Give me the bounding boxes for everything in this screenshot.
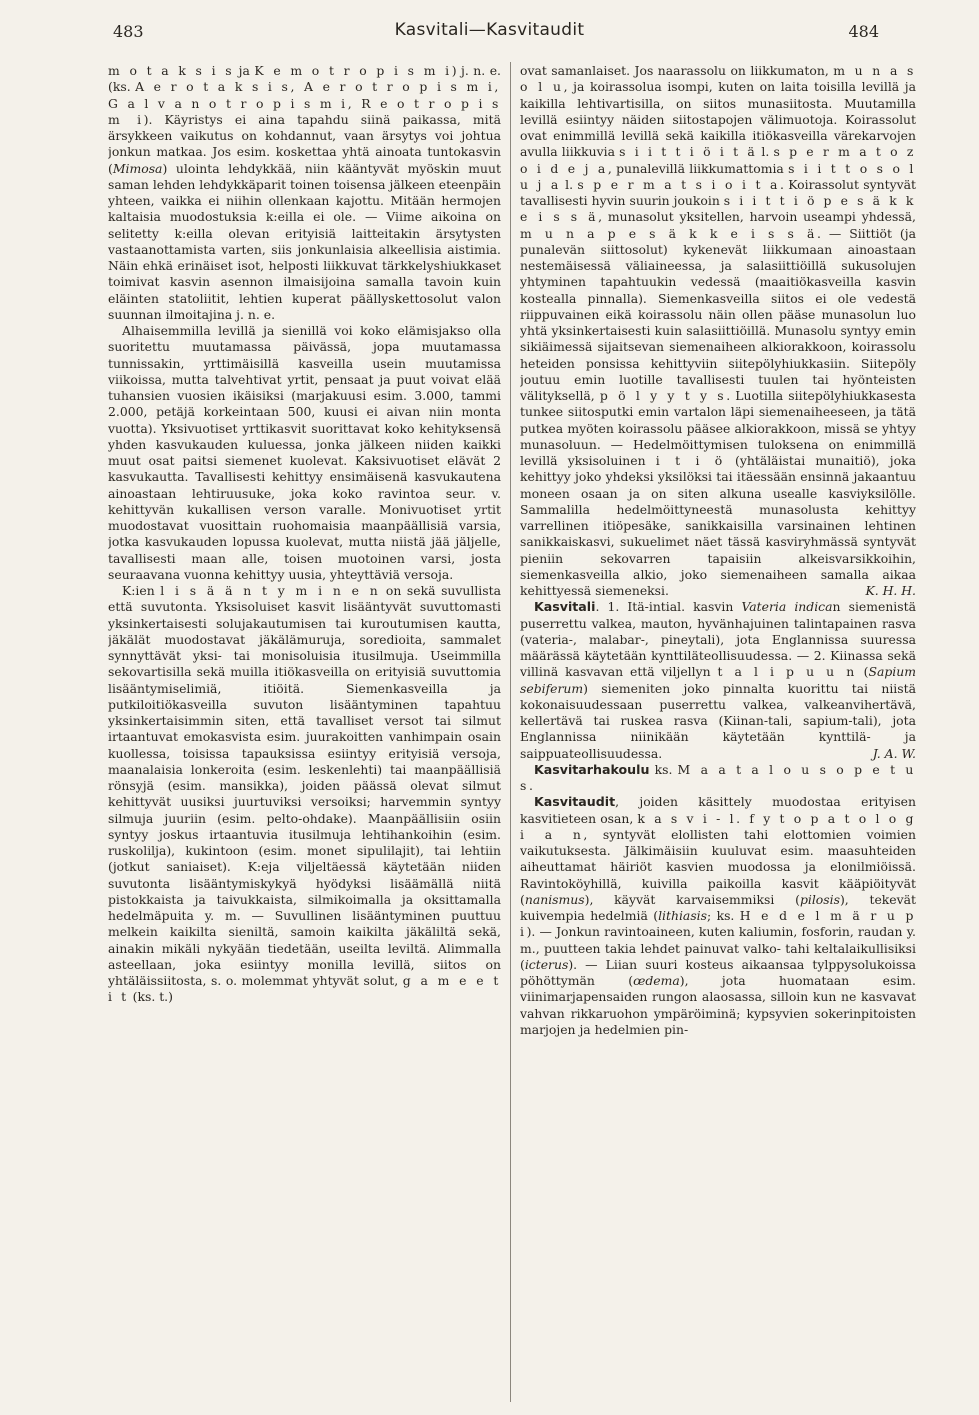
paragraph-tropisms: m o t a k s i s ja K e m o t r o p i s m i) j. n. e. (ks. A e r o t a k s i s, A e r o t r o p i s m i, G a l v a n o t r o p i s m i, R e o t r o p i s m i). Käyristys ei aina tapahdu siinä paikassa, mitä ärsykkeen vaikutus on kohdannut, vaan ärsytys voi johtua jonkun matkaa. Jos esim. koskettaa yhtä ainoata tuntokasvin (Mimosa) ulointa lehdykkää, niin kääntyvät myöskin muut saman lehden lehdykkäparit toinen toisensa jälkeen eteenpäin yhteen, vaikka ei niihin ollenkaan kajottu. Mitään hermojen kaltaisia muodostuksia k:eilla ei ole. — Viime aikoina on selitetty k:eilla olevan erityisiä laitteitakin ärsytysten vastaanottamista varten, siis jonkunlaisia alkeellisia aistimia. Näin ehkä erinäiset isot, helposti liikkuvat tärkkelyshiukkaset toimivat kasvin asennon ilmaisijoina samalla tavoin kuin eläinten statoliitit, lehtien kuperat päällyskettosolut valon suunnan ilmoitajina j. n. e. [108,63,501,322]
signature: J. A. W. [872,745,916,761]
page-number-left: 483 [113,22,144,41]
paragraph-reproduction: K:ien l i s ä ä n t y m i n e n on sekä suvullista että suvutonta. Yksisoluiset kasvit lisääntyvät suvuttomasti yksinkertaisesti solujakautumisen tai kuroutumisen kautta, jäkälät muodostavat jäkälämuruja, soredioita, sammalet synnyttävät yksi- tai monisoluisia itusilmuja. Useimmilla sekovartisilla sekä muilla itiökasveilla on erityisiä suvuttomia lisääntymiselimiä, itiöitä. Siemenkasveilla ja putkiloitiökasveilla suvuton lisääntyminen tapahtuu yksinkertaisimmin siten, että tavalliset versot tai silmut irtaantuvat emokasvista esim. juurakoitten vanhimpain osain kuollessa, toisissa tapauksissa esiintyy erityisiä versoja, maanalaisia lonkeroita (esim. leskenlehti) tai maanpäällisiä rönsyjä (esim. mansikka), joiden päässä olevat silmut kehittyvät uusiksi juurtuviksi versoiksi; harvemmin syntyy silmuja juuriin (esim. pelto-ohdake). Maanpäällisiin osiin syntyy joskus irtaantuvia itusilmuja lehtihankoihin (esim. ruskolilja), kukintoon (esim. monet sipulilajit), tai lehtiin (jotkut saniaiset). K:eja viljeltäessä käytetään niiden suvutonta lisääntymiskykyä hyödyksi lisäämällä niitä pistokkaista ja taivukkaista, silmikoimalla ja oksittamalla hedelmäpuita y. m. — Suvullinen lisääntyminen puuttuu melkein kaikilta sieniltä, samoin kaikilta jäkäliltä sekä, ainakin mikäli nykyään tiedetään, useilta leviltä. Alimmalla asteellaan, joka esiintyy monilla levillä, siitos on yhtäläissiitosta, s. o. molemmat yhtyvät solut, g a m e e t i t (ks. t.) [108,583,501,1005]
entry-kasvitali: Kasvitali. 1. Itä-intial. kasvin Vateria indican siemenistä puserrettu valkea, mauton, hyvänhajuinen talintapainen rasva (vateria-, malabar-, pineytali), jota Englannissa suuressa määrässä käytetään kynttiläteollisuudessa. — 2. Kiinassa sekä villinä kasvavan että viljellyn t a l i p u u n (Sapium sebiferum) siemeniten joko pinnalta kuorittu tai niistä kokonaisuudessaan puserrettu valkea, valkeanvihertävä, kellertävä tai ruskea rasva (Kiinan-tali, sapium-tali), jota Englannissa niinikään käytetään kynttilä- ja saippuateollisuudessa. J. A. W. [520,599,916,761]
signature: K. H. H. [865,583,916,598]
page-header [0,0,979,52]
running-title: Kasvitali—Kasvitaudit [394,20,585,40]
entry-headword: Kasvitaudit [534,794,616,810]
column-divider [510,62,511,1402]
page-number-right: 484 [848,22,879,41]
cross-reference: M a a t a l o u s o p e t u s [520,761,916,793]
paragraph-lifespan: Alhaisemmilla levillä ja sienillä voi koko elämisjakso olla suoritettu muutamassa päivässä, jopa muutamassa tunnissakin, yrttimäisillä kasveilla usein muutamissa viikoissa, mutta talvehtivat yrtit, pensaat ja puut voivat elää tuhansien vuosien ikäisiksi (marjakuusi esim. 3.000, tammi 2.000, petäjä korkeintaan 500, kuusi ei aivan niin monta vuotta). Yksivuotiset yrttikasvit suorittavat koko kehityksensä yhden kasvukauden kuluessa, jonka jälkeen niiden kaikki muut osat paitsi siemenet kuolevat. Kaksivuotiset elävät 2 kasvukautta. Tavallisesti kehittyy ensimäisenä kasvukautena ainoastaan lehtiruusuke, joka koko ravintoa seur. v. kehittyvän kukallisen verson varalle. Monivuotiset yrtit muodostavat vuosittain ruohomaisia maanpäällisiä varsia, jotka kasvukauden lopussa kuolevat, mutta niistä jää jäljelle, tavallisesti maan alle, toisen muotoinen varsi, josta seuraavana vuonna kehittyy uusia, yhteyttäviä versoja. [108,323,501,582]
entry-kasvitaudit: Kasvitaudit, joiden käsittely muodostaa erityisen kasvitieteen osan, k a s v i - l. f y t o p a t o l o g i a n, syntyvät elollisten tahi elottomien voimien vaikutuksesta. Jälkimäisiin kuuluvat esim. maasuhteiden aiheuttamat häiriöt kasvien muodossa ja elonilmiöissä. Ravintoköyhillä, kuivilla paikoilla kasvit kääpiöityvät (nanismus), käyvät karvaisemmiksi (pilosis), tekevät kuivempia hedelmiä (lithiasis; ks. H e d e l m ä r u p i). — Jonkun ravintoaineen, kuten kaliumin, fosforin, raudan y. m., puutteen takia lehdet painuvat valko- tahi keltalaikullisiksi (icterus). — Liian suuri kosteus aikaansaa tylppysolukoissa pöhöttymän (œdema), jota huomataan esim. viinimarjapensaiden rungon alaosassa, silloin kun ne kasvavat vahvan rikkaruohon ympäröiminä; kypsyvien sokerinpitoisten marjojen ja hedelmien pin- [520,794,916,1037]
right-column [520,63,916,1403]
left-column [108,63,501,1403]
entry-headword: Kasvitali [534,599,596,615]
entry-kasvitarhakoulu: Kasvitarhakoulu ks. M a a t a l o u s o p e t u s. [520,761,916,793]
entry-headword: Kasvitarhakoulu [534,761,650,777]
paragraph-fertilization: ovat samanlaiset. Jos naarassolu on liikkumaton, m u n a s o l u, ja koirassolua isompi, kuten on laita toisilla levillä ja kaikilla lehtivartisilla, on siitos munasiitosta. Muutamilla levillä esiintyy näiden siitostapojen välimuotoja. Koirassolut ovat enimmillä levillä sekä kaikilla itiökasveilla värekarvojen avulla liikkuvia s i i t t i ö i t ä l. s p e r m a t o z o i d e j a, punalevillä liikkumattomia s i i t t o s o l u j a l. s p e r m a t s i o i t a. Koirassolut syntyvät tavallisesti hyvin suurin joukoin s i i t t i ö p e s ä k k e i s s ä, munasolut yksitellen, harvoin useampi yhdessä, m u n a p e s ä k k e i s s ä. — Siittiöt (ja punalevän siittosolut) kykenevät liikkumaan ainoastaan nestemäisessä väliaineessa, ja salasiittiöillä sukusolujen yhtyminen tapahtuukin vedessä (maaitiökasveilla kasvin kostealla pinnalla). Siemenkasveilla siitos ei ole vedestä riippuvainen eikä koirassolu näin ollen pääse munasolun luo yhtä yksinkertaisesti kuin salasiittiöillä. Munasolu syntyy emin sikiäimessä sijaitsevan siemenaiheen alkiorakkoon, koirassolu heteiden ponsissa kehittyviin siitepölyhiukkasiin. Siitepöly joutuu emin luotille tavallisesti tuulen tai hyönteisten välityksellä, p ö l y y t y s. Luotilla siitepölyhiukkasesta tunkee siitosputki emin vartalon läpi siemenaiheeseen, ja tätä putkea myöten koirassolu pääsee alkiorakkoon, missä se yhtyy munasoluun. — Hedelmöittymisen tuloksena on enimmillä levillä yksisoluinen i t i ö (yhtäläistai munaitiö), joka kehittyy joko yhdeksi yksilöksi tai itäessään ensinnä jakaantuu moneen osaan ja on siten alkuna usealle kasviyksilölle. Sammalilla hedelmöittyneestä munasolusta kehittyy varrellinen itiöpesäke, sanikkaisilla varsinainen lehtinen sanikkaiskasvi, sukuelimet näet tässä kasviryhmässä syntyvät pieniin sekovarren tapaisiin alkeisvarsikkoihin, siemenkasveilla alkio, joko siemenaiheen samalla aikaa kehittyessä siemeneksi. K. H. H. [520,63,916,598]
